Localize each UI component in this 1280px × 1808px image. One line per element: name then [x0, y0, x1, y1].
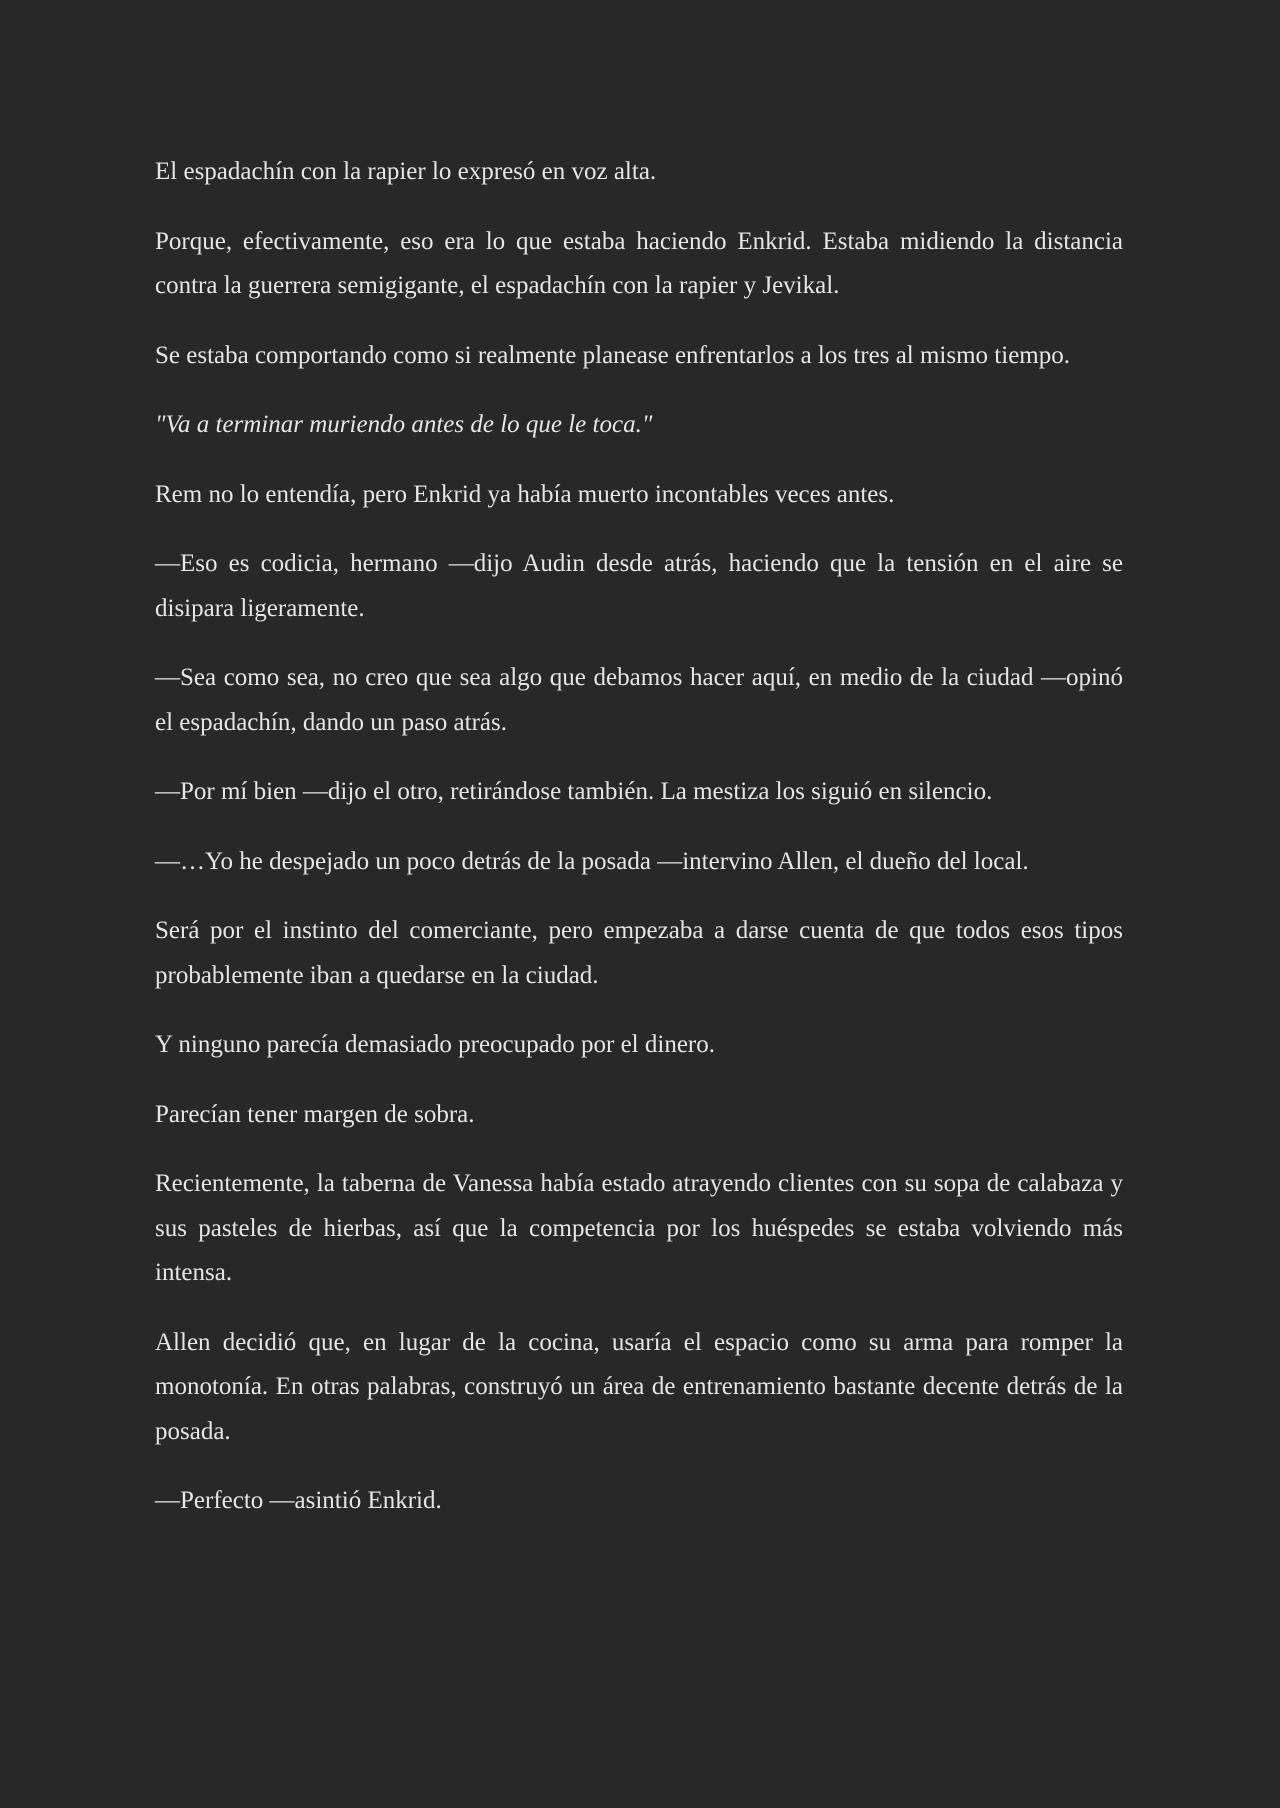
paragraph: Rem no lo entendía, pero Enkrid ya había muerto incontables veces antes. — [155, 480, 895, 508]
paragraph: Se estaba comportando como si realmente planease enfrentarlos a los tres al mismo tiempo. — [155, 341, 1070, 369]
paragraph: Y ninguno parecía demasiado preocupado por el dinero. — [155, 1031, 715, 1058]
paragraph: Parecían tener margen de sobra. — [155, 1100, 475, 1128]
reader-content — [155, 150, 1123, 1549]
paragraph: Porque, efectivamente, eso era lo que estaba haciendo Enkrid. Estaba midiendo la distancia contra la guerrera semigigante, el espadachín con la rapier y Jevikal. — [155, 227, 1123, 299]
paragraph: El espadachín con la rapier lo expresó en voz alta. — [155, 158, 657, 185]
paragraph: —Sea como sea, no creo que sea algo que debamos hacer aquí, en medio de la ciudad —opinó el espadachín, dando un paso atrás. — [155, 664, 1123, 736]
paragraph: Allen decidió que, en lugar de la cocina, usaría el espacio como su arma para romper la monotonía. En otras palabras, construyó un área de entrenamiento bastante decente detrás de la posada. — [155, 1328, 1123, 1445]
paragraph: Recientemente, la taberna de Vanessa había estado atrayendo clientes con su sopa de calabaza y sus pasteles de hierbas, así que la competencia por los huéspedes se estaba volviendo más intensa. — [155, 1170, 1123, 1286]
paragraph-italic-thought: "Va a terminar muriendo antes de lo que le toca." — [155, 411, 653, 438]
paragraph: —Por mí bien —dijo el otro, retirándose también. La mestiza los siguió en silencio. — [155, 778, 993, 805]
paragraph: Será por el instinto del comerciante, pero empezaba a darse cuenta de que todos esos tipos probablemente iban a quedarse en la ciudad. — [155, 917, 1123, 989]
paragraph: —…Yo he despejado un poco detrás de la posada —intervino Allen, el dueño del local. — [155, 847, 1029, 875]
paragraph: —Eso es codicia, hermano —dijo Audin desde atrás, haciendo que la tensión en el aire se disipara ligeramente. — [155, 550, 1123, 622]
paragraph: —Perfecto —asintió Enkrid. — [155, 1487, 442, 1514]
